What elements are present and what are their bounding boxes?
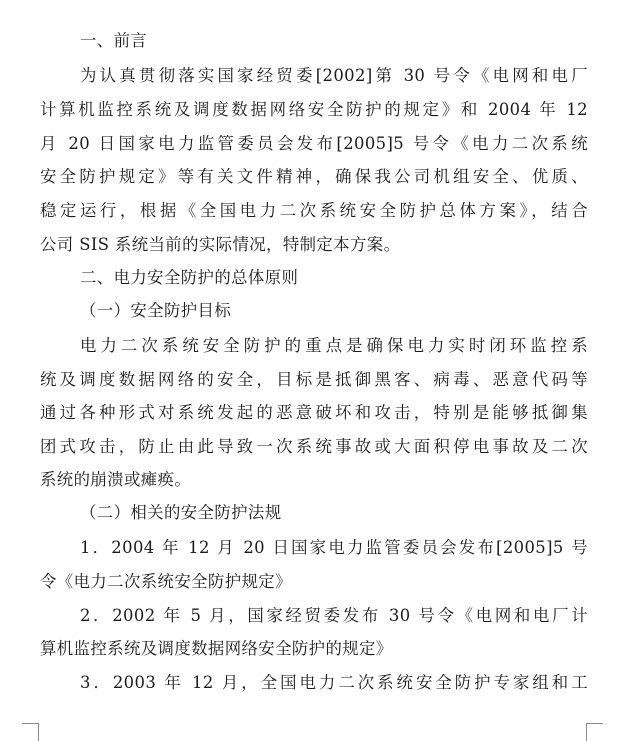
paragraph-line: 团式攻击，防止由此导致一次系统事故或大面积停电事故及二次 (40, 437, 588, 456)
paragraph-line: 计算机监控系统及调度数据网络安全防护的规定》和 2004 年 12 (40, 100, 588, 119)
paragraph-line: 电力二次系统安全防护的重点是确保电力实时闭环监控系 (80, 336, 588, 355)
paragraph-line: 为认真贯彻落实国家经贸委[2002]第 30 号令《电网和电厂 (80, 66, 588, 85)
paragraph-line: 月 20 日国家电力监管委员会发布[2005]5 号令《电力二次系统 (40, 134, 588, 153)
list-item: 3．2003 年 12 月，全国电力二次系统安全防护专家组和工 (80, 673, 588, 692)
paragraph-line: 通过各种形式对系统发起的恶意破坏和攻击，特别是能够抵御集 (40, 403, 588, 422)
paragraph-line: 公司 SIS 系统当前的实际情况，特制定本方案。 (40, 235, 401, 254)
list-item-continuation: 令《电力二次系统安全防护规定》 (40, 572, 292, 591)
crop-mark-right (586, 723, 603, 741)
list-item-continuation: 算机监控系统及调度数据网络安全防护的规定》 (40, 639, 393, 658)
paragraph-line: 系统的崩溃或瘫痪。 (40, 470, 192, 489)
paragraph-line: 安全防护规定》等有关文件精神，确保我公司机组安全、优质、 (40, 167, 588, 186)
paragraph-line: 统及调度数据网络的安全，目标是抵御黑客、病毒、恶意代码等 (40, 370, 588, 389)
list-item: 2．2002 年 5 月，国家经贸委发布 30 号令《电网和电厂计 (80, 606, 588, 625)
crop-mark-left (22, 723, 39, 741)
subheading-regulations: （二）相关的安全防护法规 (80, 503, 282, 522)
subheading-goals: （一）安全防护目标 (80, 301, 232, 320)
heading-preface: 一、前言 (80, 31, 148, 50)
heading-principles: 二、电力安全防护的总体原则 (80, 268, 299, 287)
list-item: 1．2004 年 12 月 20 日国家电力监管委员会发布[2005]5 号 (80, 538, 588, 557)
paragraph-line: 稳定运行，根据《全国电力二次系统安全防护总体方案》，结合 (40, 201, 588, 220)
